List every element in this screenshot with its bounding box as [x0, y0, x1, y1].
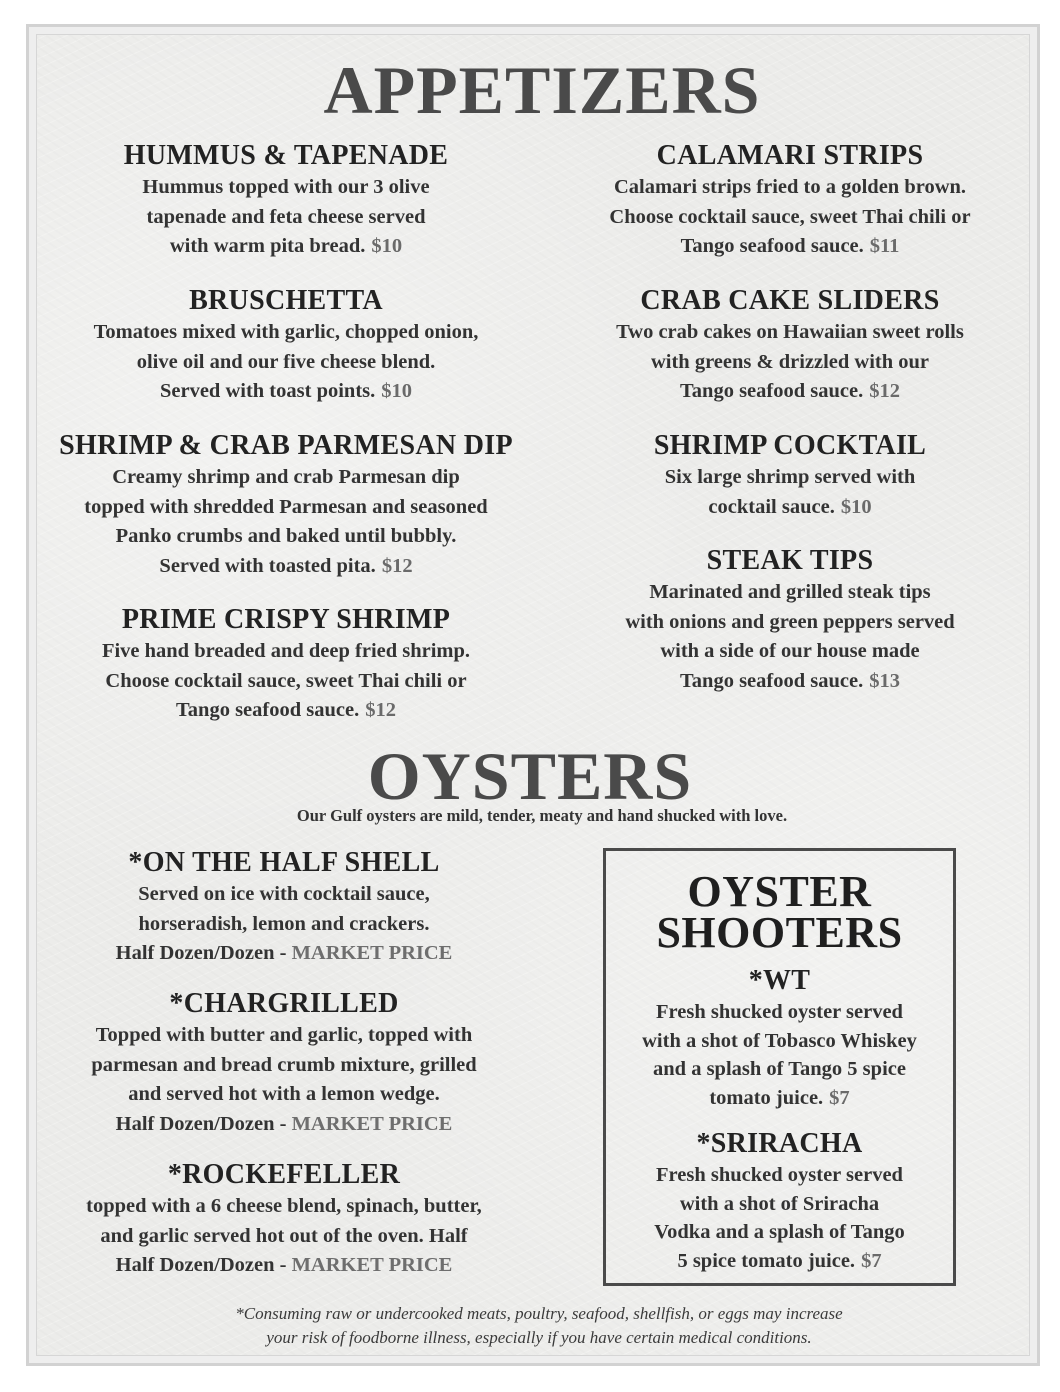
item-name: STEAK TIPS — [706, 545, 874, 576]
item-price: MARKET PRICE — [291, 942, 453, 964]
item-description — [606, 1161, 953, 1275]
description-line: parmesan and bread crumb mixture, grilled — [91, 1053, 477, 1076]
item-price: $13 — [869, 669, 900, 692]
shooters-heading-line: OYSTER — [687, 867, 872, 916]
oyster-shooters-box — [603, 848, 956, 1286]
description-line: Fresh shucked oyster served — [656, 1164, 903, 1186]
item-name: *ON THE HALF SHELL — [128, 847, 440, 878]
oysters-heading: OYSTERS — [367, 738, 693, 814]
description-line: Panko crumbs and baked until bubbly. — [115, 525, 457, 547]
item-description — [44, 1021, 524, 1139]
item-price: $12 — [365, 699, 396, 721]
description-line: Served on ice with cocktail sauce, — [138, 883, 430, 905]
description-line: Tango seafood sauce. — [680, 669, 864, 692]
description-line: and served hot with a lemon wedge. — [128, 1083, 440, 1105]
description-line: cocktail sauce. — [708, 495, 835, 518]
item-name: BRUSCHETTA — [189, 285, 383, 316]
item-description — [560, 463, 1020, 522]
item-description — [56, 637, 516, 726]
size-text: Half Dozen/Dozen - — [115, 942, 292, 964]
menu-item-calamari-strips — [560, 141, 1020, 262]
menu-item-on-the-half-shell — [54, 848, 514, 969]
description-line: Vodka and a splash of Tango — [654, 1221, 905, 1243]
menu-item-steak-tips — [560, 546, 1020, 696]
description-line: with a shot of Sriracha — [679, 1192, 880, 1215]
item-description — [46, 463, 526, 581]
disclaimer-line: *Consuming raw or undercooked meats, poultry, seafood, shellfish, or eggs may increase — [235, 1304, 843, 1323]
description-line: and garlic served hot out of the oven. Half — [100, 1224, 468, 1247]
description-line: with a side of our house made — [660, 640, 920, 662]
description-line: Choose cocktail sauce, sweet Thai chili or — [105, 669, 467, 692]
item-description — [560, 578, 1020, 696]
item-name: *ROCKEFELLER — [167, 1159, 401, 1190]
description-line: tapenade and feta cheese served — [146, 205, 426, 228]
description-line: Hummus topped with our 3 olive — [142, 176, 430, 198]
item-description: topped with a 6 cheese blend, spinach, butter, and garlic served hot out of the oven. Half Half Dozen/Dozen - MARKET PRICE — [44, 1192, 524, 1281]
size-text: Half Dozen/Dozen - — [115, 1112, 292, 1135]
item-price: $7 — [829, 1086, 850, 1109]
item-name: SHRIMP & CRAB PARMESAN DIP — [59, 430, 513, 461]
item-name: CRAB CAKE SLIDERS — [640, 285, 940, 316]
health-disclaimer — [0, 1302, 1060, 1350]
description-line: Five hand breaded and deep fried shrimp. — [101, 640, 471, 662]
item-name: *WT — [748, 965, 811, 996]
item-price: $7 — [861, 1249, 882, 1272]
menu-item-chargrilled — [44, 989, 524, 1139]
description-line: Tango seafood sauce. — [680, 235, 864, 257]
description-line: 5 spice tomato juice. — [677, 1249, 856, 1272]
shooter-item-wt — [606, 966, 953, 1112]
item-price: MARKET PRICE — [291, 1112, 453, 1135]
menu-item-hummus-tapenade — [56, 141, 516, 262]
item-price: MARKET PRICE — [291, 1254, 453, 1276]
item-name: SHRIMP COCKTAIL — [653, 430, 927, 461]
description-line: topped with shredded Parmesan and seasoned — [84, 495, 488, 518]
shooters-heading — [606, 867, 953, 957]
description-line: Six large shrimp served with — [664, 466, 916, 488]
item-price: $10 — [381, 380, 412, 402]
description-line: tomato juice. — [709, 1086, 824, 1109]
item-name: PRIME CRISPY SHRIMP — [121, 604, 451, 635]
item-description — [606, 998, 953, 1112]
item-price: $12 — [869, 380, 900, 402]
description-line: Creamy shrimp and crab Parmesan dip — [112, 466, 460, 488]
menu-item-shrimp-cocktail — [560, 431, 1020, 522]
menu-item-bruschetta — [56, 286, 516, 407]
item-description — [560, 173, 1020, 262]
item-name: *SRIRACHA — [696, 1128, 863, 1159]
shooters-heading-line: SHOOTERS — [656, 908, 903, 957]
appetizers-heading: APPETIZERS — [323, 52, 761, 128]
menu-item-prime-crispy-shrimp — [56, 605, 516, 726]
item-price: $10 — [371, 235, 403, 257]
description-line: Tango seafood sauce. — [680, 380, 864, 402]
shooter-item-sriracha — [606, 1129, 953, 1275]
item-description — [54, 880, 514, 969]
oysters-tagline: Our Gulf oysters are mild, tender, meaty and hand shucked with love. — [296, 806, 788, 825]
description-line: with onions and green peppers served — [625, 610, 955, 633]
description-line: Marinated and grilled steak tips — [649, 581, 931, 603]
item-price: $10 — [840, 495, 872, 518]
description-line: Calamari strips fried to a golden brown. — [613, 176, 967, 198]
menu-item-rockefeller — [44, 1160, 524, 1281]
description-line: and a splash of Tango 5 spice — [653, 1058, 906, 1080]
description-line: olive oil and our five cheese blend. — [136, 350, 436, 373]
description-line: Two crab cakes on Hawaiian sweet rolls — [616, 321, 964, 343]
menu-item-crab-cake-sliders — [560, 286, 1020, 407]
description-line: with a shot of Tobasco Whiskey — [642, 1029, 917, 1052]
item-description — [56, 173, 516, 262]
description-line: Topped with butter and garlic, topped with — [95, 1024, 473, 1046]
description-line: with warm pita bread. — [169, 235, 366, 257]
description-line: Tomatoes mixed with garlic, chopped onion, — [93, 321, 479, 343]
item-description — [560, 318, 1020, 407]
description-line: Served with toast points. — [159, 380, 376, 402]
description-line: topped with a 6 cheese blend, spinach, butter, — [86, 1195, 482, 1217]
disclaimer-line: your risk of foodborne illness, especially if you have certain medical conditions. — [266, 1328, 812, 1347]
description-line: horseradish, lemon and crackers. — [138, 912, 430, 935]
description-line: Tango seafood sauce. — [176, 699, 360, 721]
item-name: HUMMUS & TAPENADE — [123, 140, 449, 171]
item-name: *CHARGRILLED — [169, 988, 399, 1019]
description-line: Choose cocktail sauce, sweet Thai chili or — [609, 205, 971, 228]
item-description — [56, 318, 516, 407]
item-price: $11 — [869, 235, 900, 257]
menu-item-shrimp-crab-parmesan-dip — [46, 431, 526, 581]
description-line: Served with toasted pita. — [159, 554, 376, 577]
description-line: Fresh shucked oyster served — [656, 1001, 903, 1023]
item-price: $12 — [381, 554, 413, 577]
item-name: CALAMARI STRIPS — [656, 140, 924, 171]
description-line: with greens & drizzled with our — [650, 350, 930, 373]
size-text: Dozen/Dozen - — [159, 1254, 292, 1276]
